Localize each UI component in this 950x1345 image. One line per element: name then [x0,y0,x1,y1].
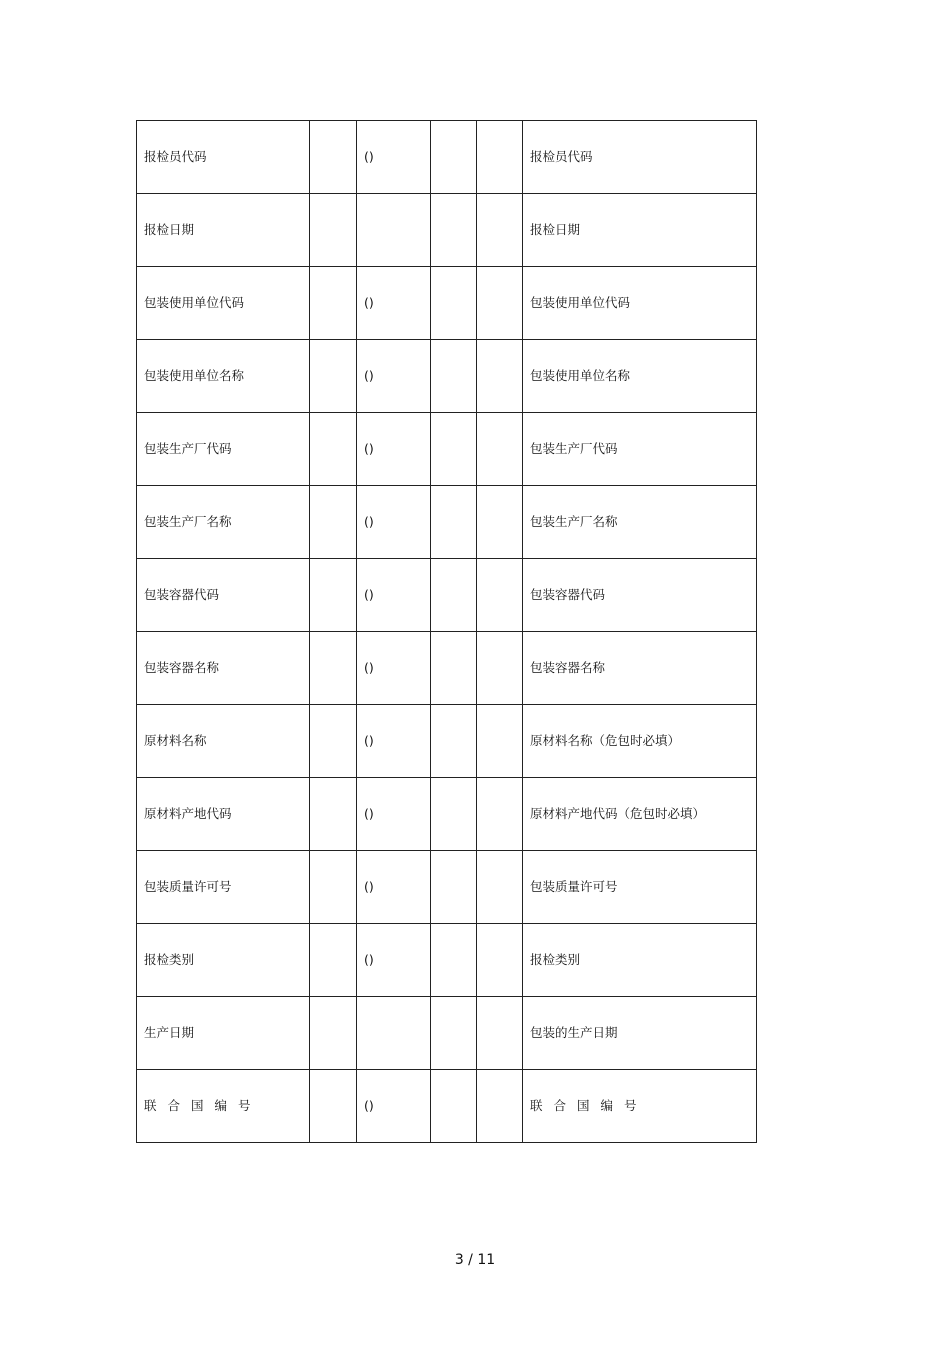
empty-cell [310,997,357,1070]
table-row [137,1070,757,1143]
type-cell: () [357,705,431,778]
empty-cell [431,851,477,924]
field-name-cell: 包装生产厂代码 [137,413,310,486]
description-cell: 包装的生产日期 [523,997,757,1070]
type-cell [357,194,431,267]
field-name-cell: 报检日期 [137,194,310,267]
description-cell: 包装质量许可号 [523,851,757,924]
empty-cell [477,121,523,194]
description-cell: 报检员代码 [523,121,757,194]
empty-cell [431,1070,477,1143]
empty-cell [310,121,357,194]
description-cell: 原材料名称（危包时必填） [523,705,757,778]
field-name-cell: 生产日期 [137,997,310,1070]
empty-cell [431,340,477,413]
empty-cell [477,851,523,924]
table-row [137,705,757,778]
description-cell: 包装容器名称 [523,632,757,705]
table-row [137,924,757,997]
empty-cell [310,340,357,413]
field-name-cell: 包装使用单位名称 [137,340,310,413]
description-cell: 包装容器代码 [523,559,757,632]
description-cell: 联合国编号 [523,1070,757,1143]
empty-cell [477,778,523,851]
empty-cell [477,486,523,559]
type-cell: () [357,924,431,997]
type-cell: () [357,121,431,194]
type-cell: () [357,340,431,413]
empty-cell [310,632,357,705]
table-body [137,121,757,1143]
field-name-cell: 包装使用单位代码 [137,267,310,340]
field-name-cell: 包装容器代码 [137,559,310,632]
empty-cell [310,194,357,267]
description-cell: 包装生产厂代码 [523,413,757,486]
empty-cell [477,705,523,778]
field-name-cell: 原材料产地代码 [137,778,310,851]
empty-cell [477,340,523,413]
field-name-cell: 包装生产厂名称 [137,486,310,559]
empty-cell [477,194,523,267]
table-row [137,997,757,1070]
empty-cell [310,924,357,997]
field-name-cell: 联合国编号 [137,1070,310,1143]
empty-cell [477,413,523,486]
empty-cell [431,267,477,340]
empty-cell [310,851,357,924]
type-cell: () [357,486,431,559]
page-number: 3 / 11 [454,1252,496,1268]
empty-cell [310,559,357,632]
empty-cell [310,486,357,559]
empty-cell [431,705,477,778]
field-name-cell: 包装质量许可号 [137,851,310,924]
type-cell: () [357,267,431,340]
type-cell [357,997,431,1070]
field-name-cell: 原材料名称 [137,705,310,778]
empty-cell [310,1070,357,1143]
empty-cell [431,194,477,267]
table-row [137,778,757,851]
type-cell: () [357,851,431,924]
type-cell: () [357,632,431,705]
empty-cell [431,559,477,632]
description-cell: 报检日期 [523,194,757,267]
table-row [137,632,757,705]
type-cell: () [357,778,431,851]
table-row [137,413,757,486]
table-row [137,486,757,559]
type-cell: () [357,413,431,486]
empty-cell [310,705,357,778]
empty-cell [310,413,357,486]
empty-cell [310,267,357,340]
empty-cell [431,997,477,1070]
field-name-cell: 包装容器名称 [137,632,310,705]
table-row [137,194,757,267]
empty-cell [431,778,477,851]
description-cell: 原材料产地代码（危包时必填） [523,778,757,851]
description-cell: 包装使用单位名称 [523,340,757,413]
field-name-cell: 报检类别 [137,924,310,997]
description-cell: 包装生产厂名称 [523,486,757,559]
field-name-cell: 报检员代码 [137,121,310,194]
type-cell: () [357,1070,431,1143]
description-cell: 报检类别 [523,924,757,997]
empty-cell [477,1070,523,1143]
empty-cell [431,121,477,194]
type-cell: () [357,559,431,632]
table-row [137,340,757,413]
empty-cell [431,924,477,997]
empty-cell [431,413,477,486]
table-row [137,267,757,340]
table-row [137,559,757,632]
empty-cell [477,924,523,997]
empty-cell [310,778,357,851]
empty-cell [431,632,477,705]
table-row [137,851,757,924]
empty-cell [477,997,523,1070]
table-row [137,121,757,194]
description-cell: 包装使用单位代码 [523,267,757,340]
empty-cell [477,267,523,340]
empty-cell [477,632,523,705]
empty-cell [431,486,477,559]
field-spec-table [136,120,757,1143]
empty-cell [477,559,523,632]
